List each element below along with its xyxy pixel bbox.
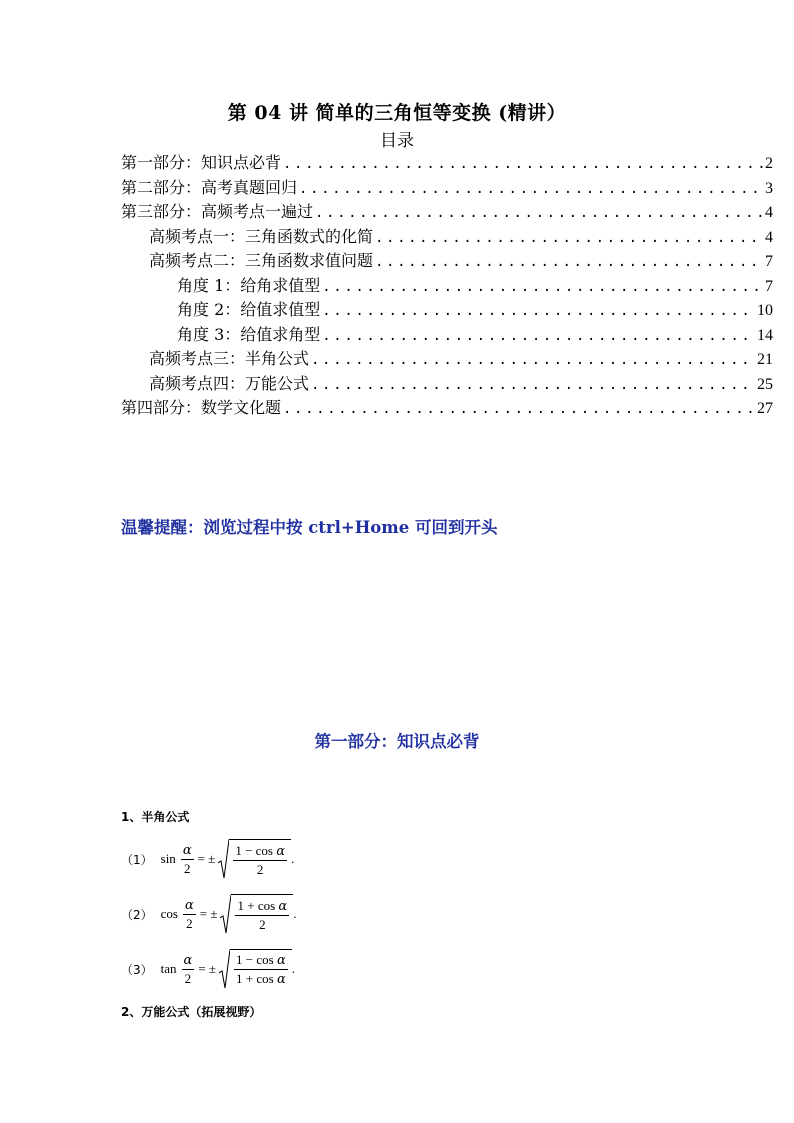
- section-heading: 第一部分：知识点必背: [314, 732, 480, 751]
- radicand: [229, 839, 291, 879]
- subsection-heading-half-angle: 1、半角公式: [121, 810, 190, 824]
- toc-entry-page: 7: [765, 253, 773, 270]
- toc-entry-label: 角度 2：给值求值型: [177, 300, 321, 319]
- toc-entry-page: 3: [765, 179, 773, 197]
- toc-heading: 目录: [380, 131, 414, 151]
- toc-entry-page: 27: [757, 400, 773, 417]
- radicand: [230, 949, 292, 989]
- equals-plus-minus: = ±: [198, 961, 217, 976]
- toc-entry-page: 25: [757, 375, 773, 393]
- numerator: α: [182, 842, 192, 858]
- function-name: sin: [160, 851, 176, 866]
- denominator: 1 + cos α: [236, 971, 286, 987]
- formula-label: （2）: [121, 907, 153, 922]
- radical-sign-icon: [220, 894, 231, 934]
- denominator: 2: [186, 915, 193, 931]
- toc-entry[interactable]: [121, 150, 773, 175]
- fraction: [235, 898, 289, 932]
- numerator: α: [183, 952, 193, 968]
- toc-dot-leader: [375, 254, 763, 270]
- formula-half-angle-cos: （2） cos $\frac{\alpha}{2}$ = ± $\frac{\text{1 + cos α}}{2}$ .: [121, 888, 296, 940]
- fraction-alpha-over-2: [183, 898, 196, 931]
- toc-entry-page: 21: [757, 351, 773, 368]
- toc-entry-page: 7: [765, 277, 773, 295]
- document-title: 第 04 讲 简单的三角恒等变换 (精讲）: [227, 102, 567, 124]
- toc-entry[interactable]: [121, 273, 773, 298]
- toc-entry[interactable]: [121, 371, 773, 396]
- toc-dot-leader: [283, 401, 755, 417]
- radicand: [231, 894, 293, 934]
- radical-sign-icon: [219, 949, 230, 989]
- toc-entry[interactable]: [121, 175, 773, 200]
- denominator: 2: [259, 916, 266, 932]
- denominator: 2: [184, 970, 192, 986]
- toc-entry[interactable]: [121, 322, 773, 347]
- square-root: [218, 839, 291, 879]
- numerator: α: [184, 897, 194, 913]
- toc-entry[interactable]: [121, 297, 773, 322]
- equals-plus-minus: = ±: [199, 906, 218, 921]
- toc-entry[interactable]: [121, 224, 773, 249]
- equals-plus-minus: = ±: [197, 851, 216, 866]
- square-root: [220, 894, 293, 934]
- table-of-contents: [121, 150, 773, 420]
- toc-entry-page: 14: [757, 326, 773, 344]
- toc-dot-leader: [315, 205, 763, 221]
- toc-entry[interactable]: [121, 395, 773, 420]
- formula-half-angle-sin: （1） sin $\frac{\alpha}{2}$ = ± $\frac{\text{1 − cos α}}{2}$ .: [121, 833, 294, 885]
- toc-entry[interactable]: [121, 199, 773, 224]
- toc-entry-label: 第四部分：数学文化题: [121, 398, 282, 417]
- toc-dot-leader: [322, 328, 755, 344]
- formula-label: （1）: [121, 852, 153, 867]
- toc-entry-label: 第二部分：高考真题回归: [121, 177, 298, 197]
- toc-dot-leader: [322, 279, 763, 295]
- numerator: 1 − cos α: [235, 842, 286, 859]
- fraction: [233, 843, 287, 877]
- radical-sign-icon: [218, 839, 229, 879]
- function-name: tan: [160, 961, 177, 976]
- tip-note: 温馨提醒：浏览过程中按 ctrl+Home 可回到开头: [121, 518, 498, 537]
- toc-entry-label: 高频考点三：半角公式: [149, 349, 310, 368]
- toc-entry-page: 2: [765, 155, 773, 172]
- toc-dot-leader: [375, 230, 763, 246]
- toc-entry-label: 高频考点二：三角函数求值问题: [149, 251, 374, 270]
- denominator: 2: [183, 860, 191, 876]
- denominator: 2: [256, 861, 264, 877]
- toc-entry[interactable]: [121, 346, 773, 371]
- numerator: 1 − cos α: [236, 952, 286, 968]
- toc-dot-leader: [283, 156, 763, 172]
- toc-dot-leader: [311, 377, 755, 393]
- toc-dot-leader: [299, 181, 763, 197]
- toc-entry[interactable]: [121, 248, 773, 273]
- toc-dot-leader: [311, 352, 755, 368]
- toc-entry-label: 第一部分：知识点必背: [121, 153, 282, 172]
- toc-entry-page: 10: [757, 302, 773, 319]
- function-name: cos: [160, 906, 178, 921]
- toc-entry-label: 高频考点一：三角函数式的化简: [149, 226, 374, 246]
- toc-entry-label: 角度 1：给角求值型: [177, 275, 321, 295]
- toc-entry-label: 角度 3：给值求角型: [177, 324, 321, 344]
- toc-entry-page: 4: [765, 228, 773, 246]
- numerator: 1 + cos α: [237, 897, 288, 914]
- formula-label: （3）: [121, 962, 153, 977]
- subsection-heading-universal-formula: 2、万能公式（拓展视野）: [121, 1005, 262, 1019]
- fraction-alpha-over-2: [181, 843, 194, 876]
- fraction: [234, 952, 288, 987]
- toc-dot-leader: [322, 303, 755, 319]
- square-root: [219, 949, 292, 989]
- toc-entry-page: 4: [765, 204, 773, 221]
- toc-entry-label: 高频考点四：万能公式: [149, 373, 310, 393]
- formula-half-angle-tan: （3） tan $\frac{\alpha}{2}$ = ± $\frac{\text{1 − cos α}}{\text{1 + cos α}}$ .: [121, 943, 295, 995]
- fraction-alpha-over-2: [182, 953, 195, 986]
- toc-entry-label: 第三部分：高频考点一遍过: [121, 202, 314, 221]
